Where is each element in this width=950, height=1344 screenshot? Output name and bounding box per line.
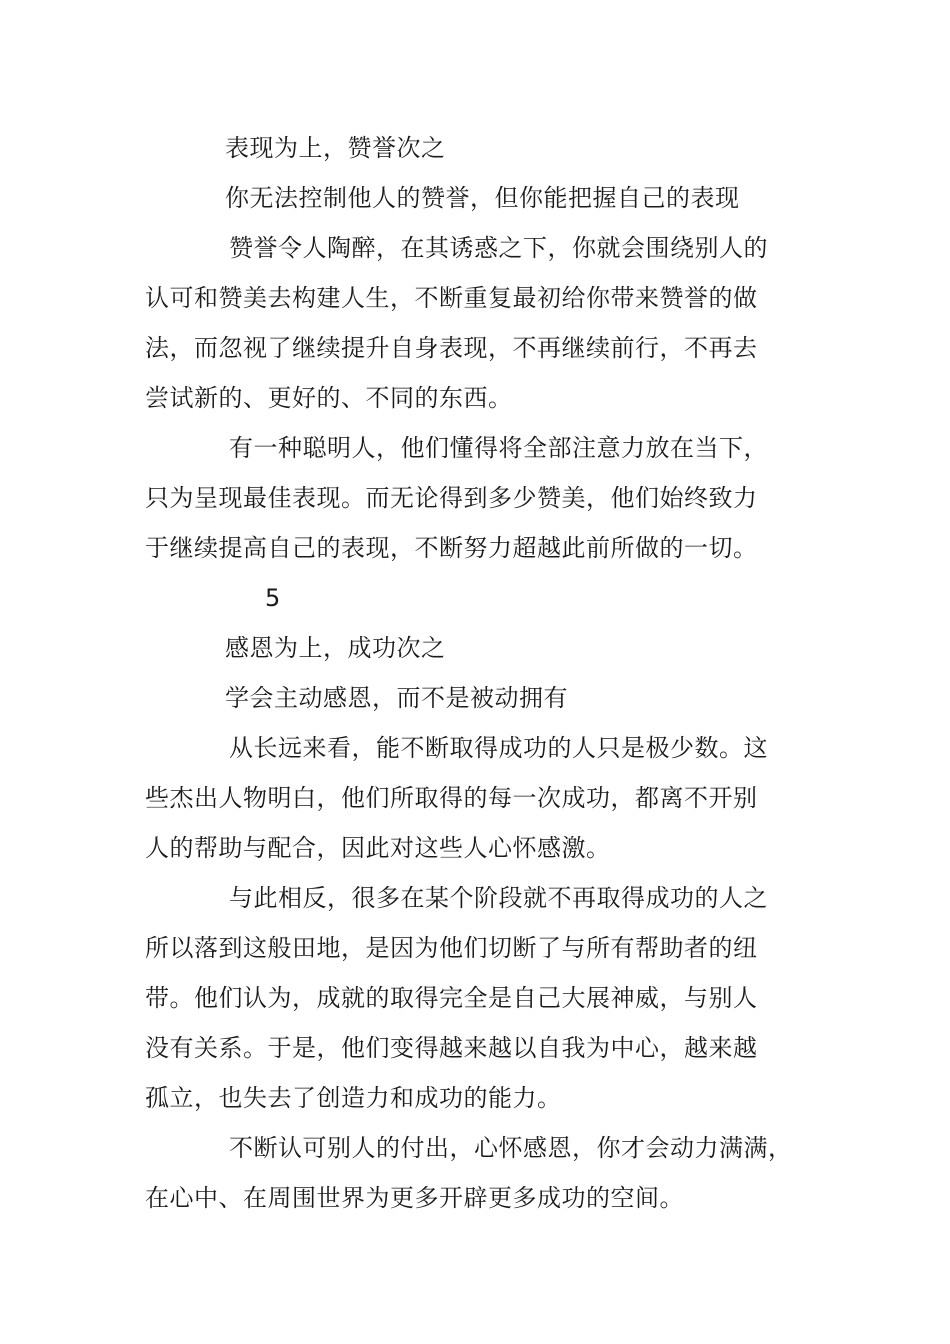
paragraph-line: 只为呈现最佳表现。而无论得到多少赞美，他们始终致力 <box>145 484 758 512</box>
paragraph-line: 不断认可别人的付出，心怀感恩，你才会动力满满， <box>229 1134 793 1162</box>
paragraph-line: 带。他们认为，成就的取得完全是自己大展神威，与别人 <box>145 984 758 1012</box>
paragraph-line: 赞誉令人陶醉，在其诱惑之下，你就会围绕别人的 <box>229 234 768 262</box>
section-subheading: 学会主动感恩，而不是被动拥有 <box>225 684 568 712</box>
paragraph-line: 于继续提高自己的表现，不断努力超越此前所做的一切。 <box>145 534 758 562</box>
section-subheading: 你无法控制他人的赞誉，但你能把握自己的表现 <box>225 184 740 212</box>
paragraph-line: 所以落到这般田地，是因为他们切断了与所有帮助者的纽 <box>145 934 758 962</box>
paragraph-line: 没有关系。于是，他们变得越来越以自我为中心，越来越 <box>145 1034 758 1062</box>
paragraph-line: 与此相反，很多在某个阶段就不再取得成功的人之 <box>229 884 768 912</box>
section-heading: 感恩为上，成功次之 <box>225 634 446 662</box>
paragraph-line: 人的帮助与配合，因此对这些人心怀感激。 <box>145 834 611 862</box>
paragraph-line: 尝试新的、更好的、不同的东西。 <box>145 384 513 412</box>
paragraph-line: 法，而忽视了继续提升自身表现，不再继续前行，不再去 <box>145 334 758 362</box>
paragraph-line: 有一种聪明人，他们懂得将全部注意力放在当下， <box>229 434 768 462</box>
document-body <box>145 123 810 1223</box>
paragraph-line: 认可和赞美去构建人生，不断重复最初给你带来赞誉的做 <box>145 284 758 312</box>
paragraph-line: 在心中、在周围世界为更多开辟更多成功的空间。 <box>145 1184 684 1212</box>
paragraph-line: 从长远来看，能不断取得成功的人只是极少数。这 <box>229 734 768 762</box>
section-number: 5 <box>265 584 281 612</box>
section-heading: 表现为上，赞誉次之 <box>225 134 446 162</box>
paragraph-line: 孤立，也失去了创造力和成功的能力。 <box>145 1084 562 1112</box>
paragraph-line: 些杰出人物明白，他们所取得的每一次成功，都离不开别 <box>145 784 758 812</box>
